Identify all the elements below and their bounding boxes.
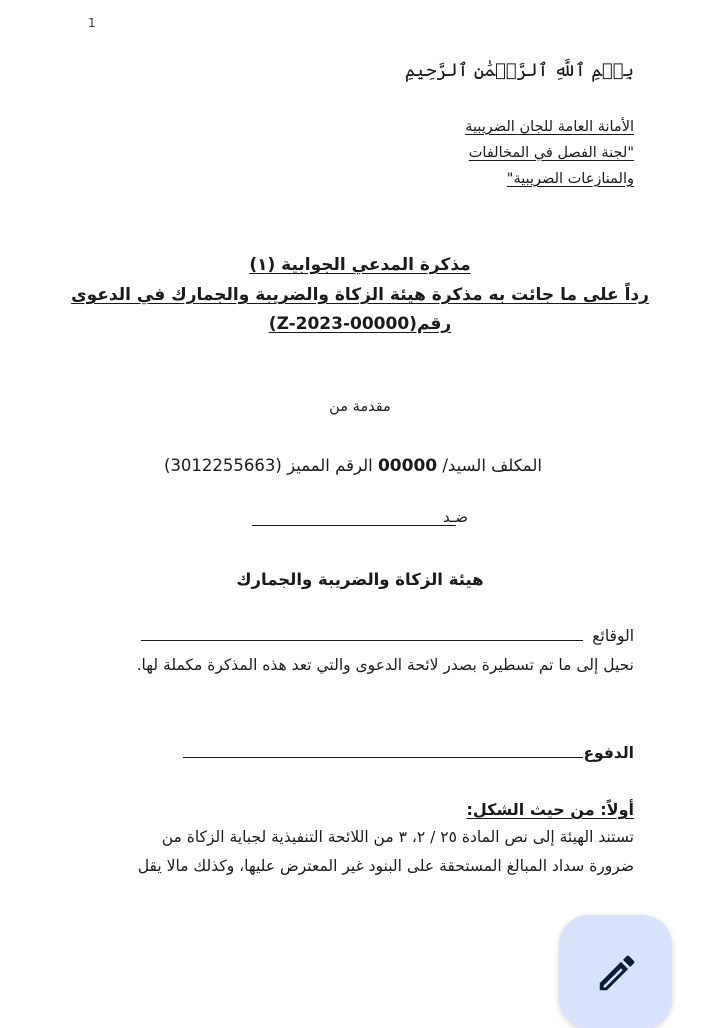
defenses-heading-row	[183, 744, 634, 762]
basmala-heading: بِسۡمِ ٱللَّهِ ٱلرَّحۡمَٰنِ ٱلرَّحِيمِ	[404, 60, 634, 81]
distinct-number-label: الرقم المميز	[287, 456, 373, 475]
pencil-icon	[594, 950, 640, 996]
authority-name: هيئة الزكاة والضريبة والجمارك	[236, 570, 484, 589]
taxpayer-name-number: 00000	[377, 456, 438, 476]
first-point-line-1: تستند الهيئة إلى نص المادة ٢٥ / ٢، ٣ من اللائحة التنفيذية لجباية الزكاة من	[161, 828, 634, 846]
distinct-number: (3012255663)	[164, 456, 282, 475]
facts-heading: الوقائع	[592, 627, 634, 645]
first-point-heading: أولاً: من حيث الشكل:	[466, 800, 634, 819]
against-label: ضـد	[442, 508, 468, 526]
edit-fab-button[interactable]	[559, 915, 672, 1028]
address-line-1: الأمانة العامة للجان الضريبية	[465, 119, 634, 135]
defenses-heading: الدفوع	[583, 744, 634, 762]
case-number: رقم(Z-2023-00000)	[268, 314, 452, 334]
facts-heading-row	[141, 627, 634, 645]
against-rule	[252, 525, 456, 526]
page-number: 1	[88, 16, 96, 30]
facts-blank-line	[141, 639, 583, 641]
facts-text: نحيل إلى ما تم تسطيرة بصدر لائحة الدعوى والتي تعد هذه المذكرة مكملة لها.	[136, 656, 634, 674]
memo-title: مذكرة المدعي الجوابية (١)	[249, 255, 471, 275]
first-point-line-2: ضرورة سداد المبالغ المستحقة على البنود غير المعترض عليها، وكذلك مالا يقل	[137, 857, 634, 875]
taxpayer-label: المكلف السيد/	[442, 456, 542, 475]
taxpayer-line	[164, 456, 542, 476]
address-line-2: "لجنة الفصل في المخالفات	[468, 145, 634, 161]
submitted-by-label: مقدمة من	[329, 399, 391, 415]
against-separator	[252, 508, 468, 532]
address-line-3: والمنازعات الضريبية"	[506, 171, 634, 187]
defenses-blank-line	[183, 756, 583, 758]
memo-subtitle: رداً على ما جائت به مذكرة هيئة الزكاة والضريبة والجمارك في الدعوى	[71, 285, 649, 305]
